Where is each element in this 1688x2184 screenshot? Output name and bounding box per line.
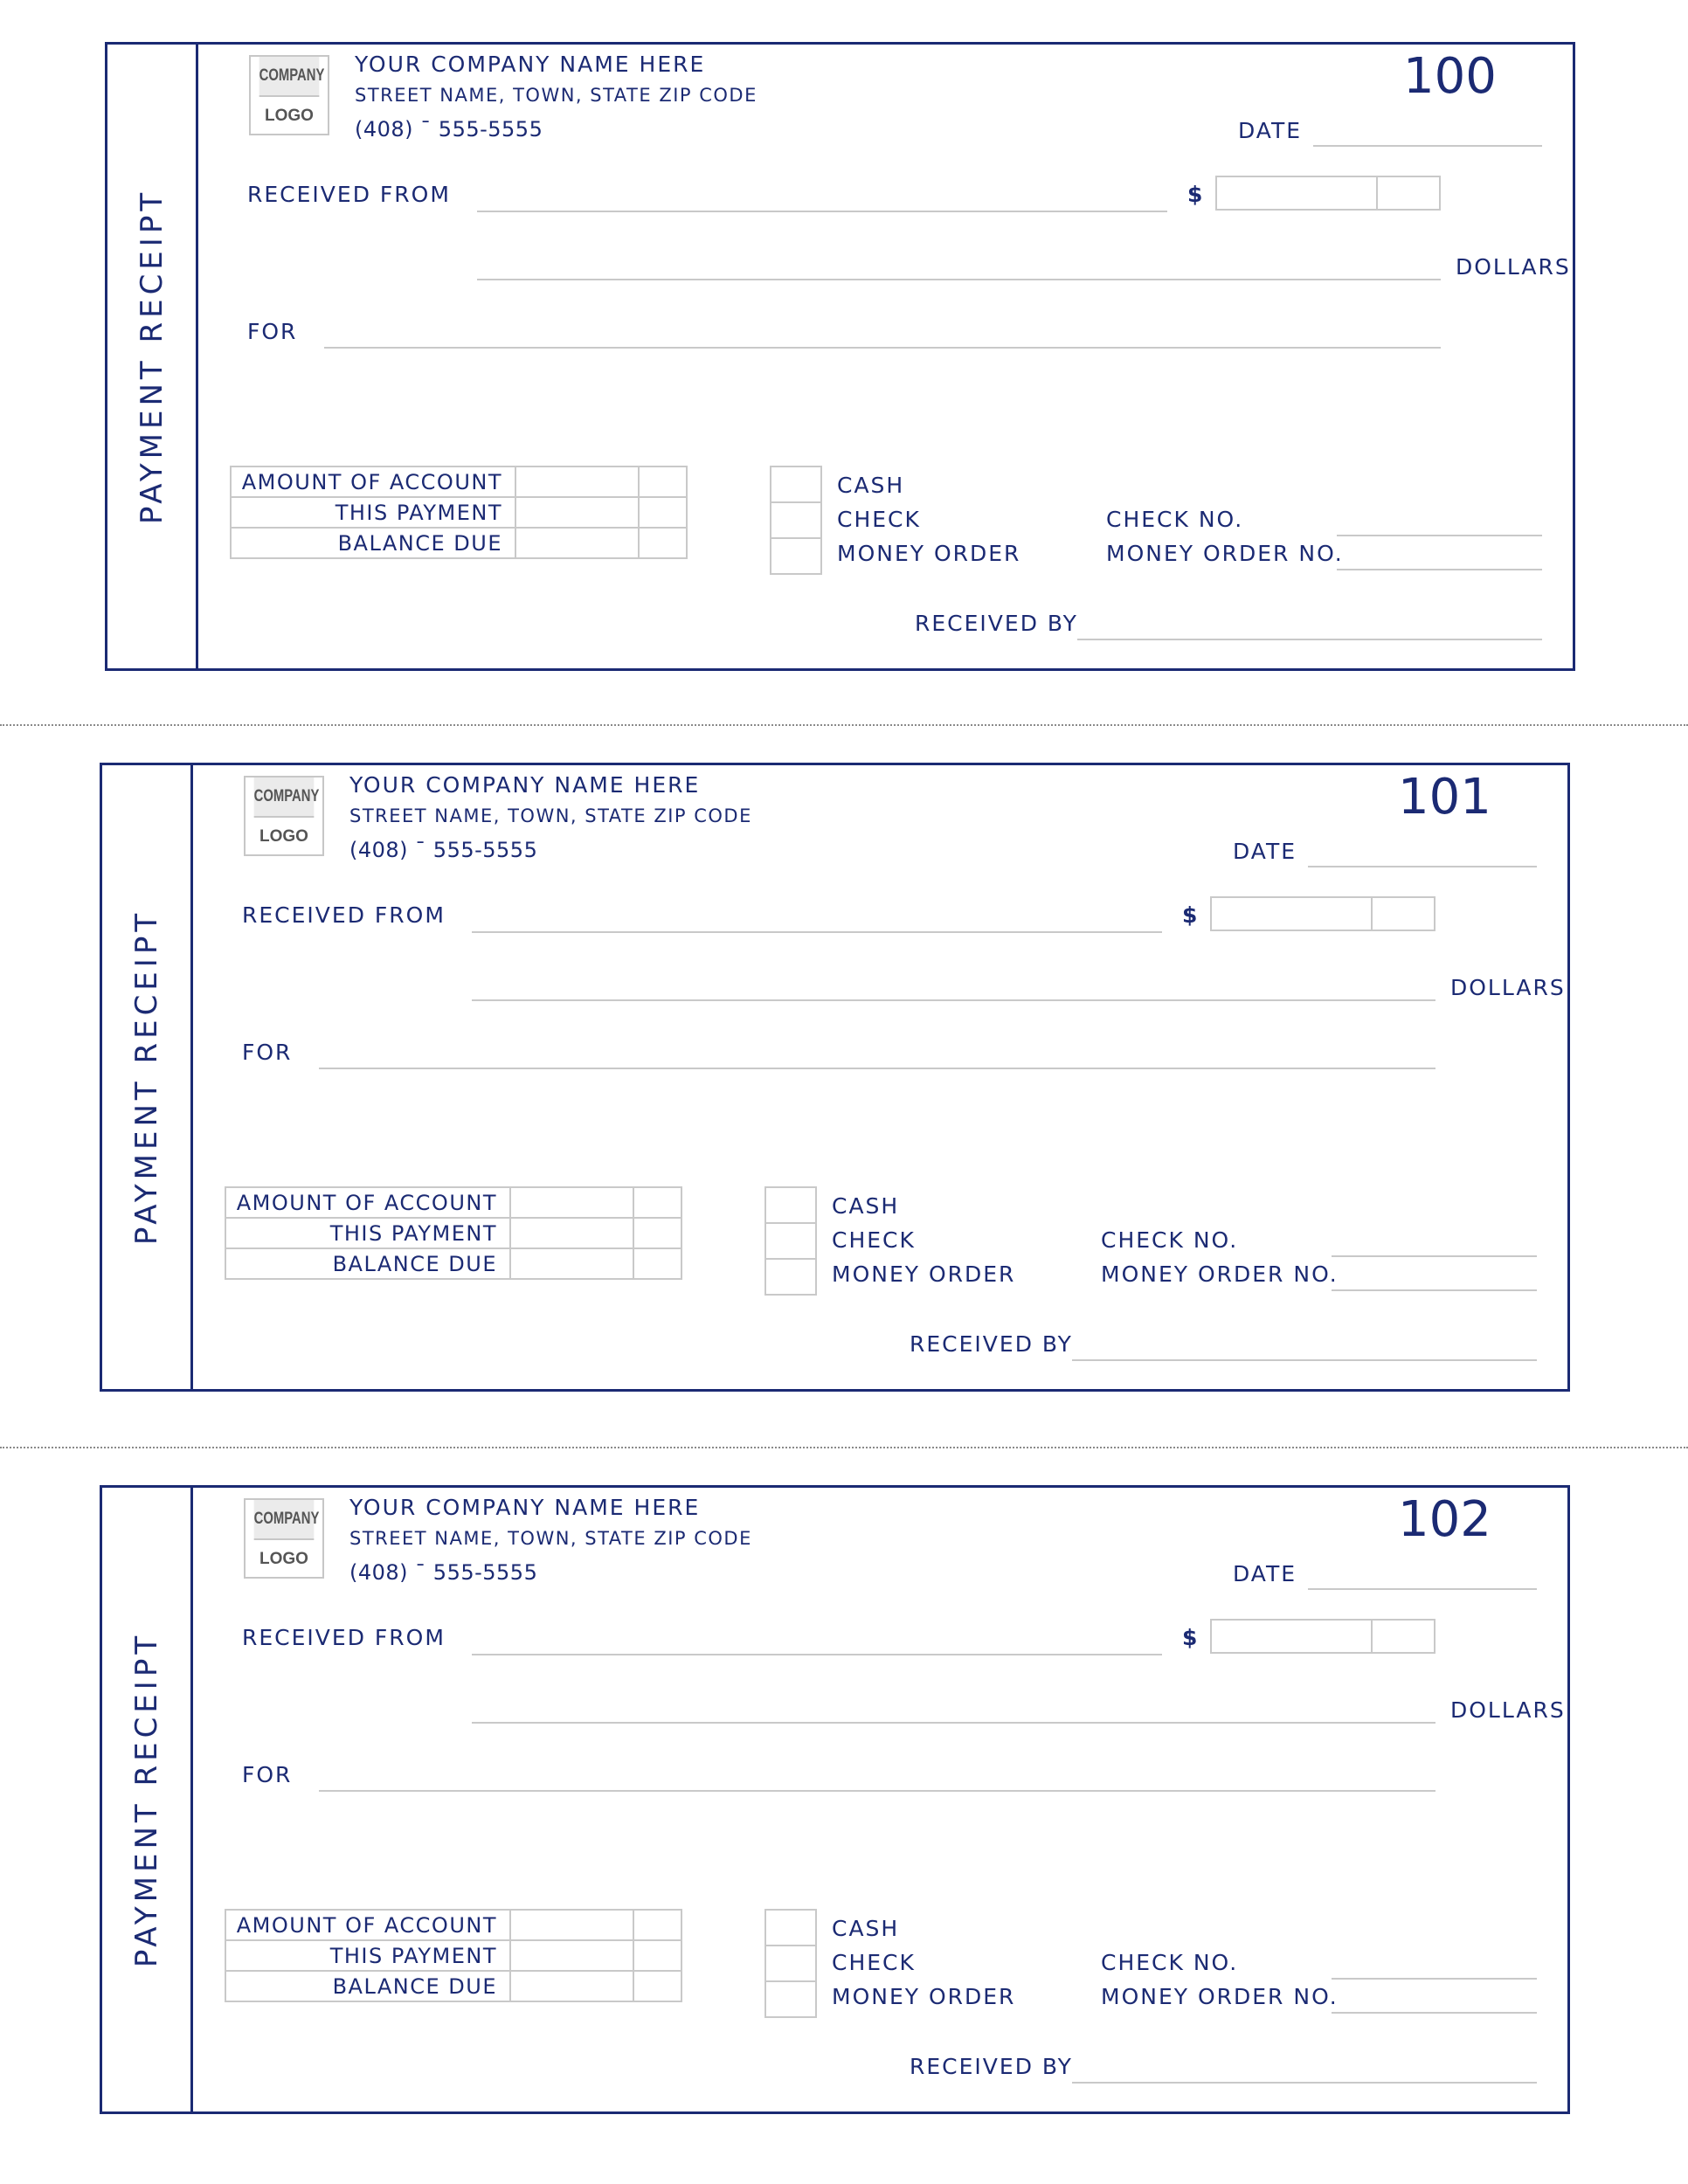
amount-in-words-field[interactable] xyxy=(477,279,1441,280)
amount-cents-field[interactable] xyxy=(1376,176,1441,211)
money-order-checkbox[interactable] xyxy=(765,1981,816,2017)
receipt-number: 102 xyxy=(1398,1491,1491,1548)
for-label: FOR xyxy=(242,1762,293,1787)
dollars-label: DOLLARS xyxy=(1456,254,1571,280)
amount-of-account-label: AMOUNT OF ACCOUNT xyxy=(225,1910,510,1940)
check-label: CHECK xyxy=(837,507,921,532)
this-payment-cents-field[interactable] xyxy=(633,1940,681,1971)
cash-label: CASH xyxy=(837,473,905,498)
date-field[interactable] xyxy=(1308,866,1537,867)
company-street: STREET NAME, TOWN, STATE ZIP CODE xyxy=(349,1528,752,1549)
amount-of-account-label: AMOUNT OF ACCOUNT xyxy=(225,1187,510,1218)
received-by-field[interactable] xyxy=(1072,1359,1537,1361)
company-name: YOUR COMPANY NAME HERE xyxy=(349,1495,701,1520)
check-checkbox[interactable] xyxy=(771,502,821,538)
balance-due-cents-field[interactable] xyxy=(633,1971,681,2001)
company-phone: (408) ¯ 555-5555 xyxy=(349,1560,538,1585)
account-summary-table xyxy=(225,1909,682,2002)
table-row xyxy=(231,497,687,528)
account-summary-table xyxy=(225,1186,682,1280)
company-logo xyxy=(249,55,329,135)
table-row xyxy=(225,1910,681,1940)
received-from-field[interactable] xyxy=(472,931,1162,933)
check-checkbox[interactable] xyxy=(765,1223,816,1259)
receipt-number: 100 xyxy=(1403,48,1497,105)
check-label: CHECK xyxy=(832,1950,916,1975)
table-row xyxy=(225,1971,681,2001)
this-payment-cents-field[interactable] xyxy=(639,497,687,528)
received-by-label: RECEIVED BY xyxy=(915,611,1078,636)
logo-line-2: LOGO xyxy=(265,107,314,125)
receipt-side-title: PAYMENT RECEIPT xyxy=(128,1631,164,1968)
dollar-sign: $ xyxy=(1182,1625,1200,1650)
cash-label: CASH xyxy=(832,1193,900,1219)
amount-dollars-field[interactable] xyxy=(1215,176,1378,211)
check-checkbox[interactable] xyxy=(765,1946,816,1981)
amount-of-account-cents-field[interactable] xyxy=(633,1910,681,1940)
amount-of-account-field[interactable] xyxy=(515,467,639,497)
money-order-no-field[interactable] xyxy=(1337,569,1542,570)
payment-method-checkboxes xyxy=(764,1186,817,1296)
balance-due-label: BALANCE DUE xyxy=(225,1971,510,2001)
for-label: FOR xyxy=(247,319,298,344)
company-street: STREET NAME, TOWN, STATE ZIP CODE xyxy=(349,805,752,826)
logo-line-1: COMPANY xyxy=(254,778,315,818)
balance-due-cents-field[interactable] xyxy=(639,528,687,558)
logo-line-1: COMPANY xyxy=(254,1500,315,1540)
for-field[interactable] xyxy=(319,1068,1435,1069)
table-row xyxy=(225,1218,681,1248)
company-phone: (408) ¯ 555-5555 xyxy=(355,117,543,142)
this-payment-field[interactable] xyxy=(510,1940,633,1971)
amount-cents-field[interactable] xyxy=(1371,896,1435,931)
amount-of-account-label: AMOUNT OF ACCOUNT xyxy=(231,467,515,497)
balance-due-label: BALANCE DUE xyxy=(225,1248,510,1279)
received-by-label: RECEIVED BY xyxy=(910,1331,1073,1357)
check-no-field[interactable] xyxy=(1332,1978,1537,1980)
cash-checkbox[interactable] xyxy=(771,467,821,502)
table-row xyxy=(225,1940,681,1971)
receipt-number: 101 xyxy=(1398,769,1491,826)
company-logo xyxy=(244,1498,324,1579)
payment-receipt xyxy=(100,1485,1570,2114)
this-payment-field[interactable] xyxy=(515,497,639,528)
company-name: YOUR COMPANY NAME HERE xyxy=(355,52,706,77)
logo-line-1: COMPANY xyxy=(259,57,320,97)
amount-of-account-field[interactable] xyxy=(510,1187,633,1218)
company-street: STREET NAME, TOWN, STATE ZIP CODE xyxy=(355,85,758,106)
cash-label: CASH xyxy=(832,1916,900,1941)
received-by-field[interactable] xyxy=(1072,2082,1537,2084)
dollars-label: DOLLARS xyxy=(1450,975,1566,1000)
receipt-side-panel xyxy=(107,45,198,668)
payment-method-checkboxes xyxy=(770,466,822,575)
cut-line xyxy=(0,724,1688,726)
cash-checkbox[interactable] xyxy=(765,1910,816,1946)
balance-due-field[interactable] xyxy=(510,1971,633,2001)
received-from-label: RECEIVED FROM xyxy=(242,1625,446,1650)
dollar-sign: $ xyxy=(1187,182,1205,207)
money-order-label: MONEY ORDER xyxy=(832,1261,1016,1287)
account-summary-table xyxy=(230,466,688,559)
balance-due-label: BALANCE DUE xyxy=(231,528,515,558)
check-label: CHECK xyxy=(832,1227,916,1253)
date-label: DATE xyxy=(1238,118,1303,143)
receipt-side-title: PAYMENT RECEIPT xyxy=(134,188,169,525)
date-label: DATE xyxy=(1233,1561,1297,1586)
received-by-label: RECEIVED BY xyxy=(910,2054,1073,2079)
company-logo xyxy=(244,776,324,856)
dollars-label: DOLLARS xyxy=(1450,1697,1566,1723)
payment-receipt xyxy=(105,42,1575,671)
money-order-no-field[interactable] xyxy=(1332,1289,1537,1291)
receipt-side-panel xyxy=(102,765,193,1389)
money-order-checkbox[interactable] xyxy=(771,538,821,574)
for-field[interactable] xyxy=(319,1790,1435,1792)
receipt-side-panel xyxy=(102,1488,193,2111)
amount-dollars-field[interactable] xyxy=(1210,1619,1373,1654)
table-row xyxy=(231,528,687,558)
money-order-no-label: MONEY ORDER NO. xyxy=(1106,541,1344,566)
check-no-field[interactable] xyxy=(1332,1255,1537,1257)
amount-of-account-cents-field[interactable] xyxy=(639,467,687,497)
for-label: FOR xyxy=(242,1040,293,1065)
received-from-label: RECEIVED FROM xyxy=(247,182,451,207)
money-order-checkbox[interactable] xyxy=(765,1259,816,1295)
amount-dollars-field[interactable] xyxy=(1210,896,1373,931)
payment-method-checkboxes xyxy=(764,1909,817,2018)
payment-receipt xyxy=(100,763,1570,1392)
logo-line-2: LOGO xyxy=(259,1550,308,1568)
amount-of-account-cents-field[interactable] xyxy=(633,1187,681,1218)
money-order-label: MONEY ORDER xyxy=(832,1984,1016,2009)
this-payment-label: THIS PAYMENT xyxy=(225,1940,510,1971)
company-phone: (408) ¯ 555-5555 xyxy=(349,838,538,862)
date-field[interactable] xyxy=(1308,1588,1537,1590)
money-order-no-field[interactable] xyxy=(1332,2012,1537,2014)
balance-due-cents-field[interactable] xyxy=(633,1248,681,1279)
company-name: YOUR COMPANY NAME HERE xyxy=(349,772,701,798)
amount-cents-field[interactable] xyxy=(1371,1619,1435,1654)
received-from-field[interactable] xyxy=(472,1654,1162,1655)
received-from-field[interactable] xyxy=(477,211,1167,212)
check-no-label: CHECK NO. xyxy=(1101,1227,1239,1253)
table-row xyxy=(225,1248,681,1279)
money-order-no-label: MONEY ORDER NO. xyxy=(1101,1261,1339,1287)
amount-in-words-field[interactable] xyxy=(472,1722,1435,1724)
receipt-side-title: PAYMENT RECEIPT xyxy=(128,909,164,1246)
check-no-label: CHECK NO. xyxy=(1101,1950,1239,1975)
cut-line xyxy=(0,1447,1688,1448)
amount-in-words-field[interactable] xyxy=(472,999,1435,1001)
date-field[interactable] xyxy=(1313,145,1542,147)
this-payment-label: THIS PAYMENT xyxy=(231,497,515,528)
this-payment-field[interactable] xyxy=(510,1218,633,1248)
date-label: DATE xyxy=(1233,839,1297,864)
check-no-field[interactable] xyxy=(1337,535,1542,536)
money-order-label: MONEY ORDER xyxy=(837,541,1021,566)
cash-checkbox[interactable] xyxy=(765,1187,816,1223)
this-payment-cents-field[interactable] xyxy=(633,1218,681,1248)
received-from-label: RECEIVED FROM xyxy=(242,902,446,928)
dollar-sign: $ xyxy=(1182,902,1200,928)
amount-of-account-field[interactable] xyxy=(510,1910,633,1940)
balance-due-field[interactable] xyxy=(515,528,639,558)
money-order-no-label: MONEY ORDER NO. xyxy=(1101,1984,1339,2009)
logo-line-2: LOGO xyxy=(259,827,308,846)
for-field[interactable] xyxy=(324,347,1441,349)
this-payment-label: THIS PAYMENT xyxy=(225,1218,510,1248)
received-by-field[interactable] xyxy=(1077,639,1542,640)
table-row xyxy=(225,1187,681,1218)
table-row xyxy=(231,467,687,497)
balance-due-field[interactable] xyxy=(510,1248,633,1279)
check-no-label: CHECK NO. xyxy=(1106,507,1244,532)
